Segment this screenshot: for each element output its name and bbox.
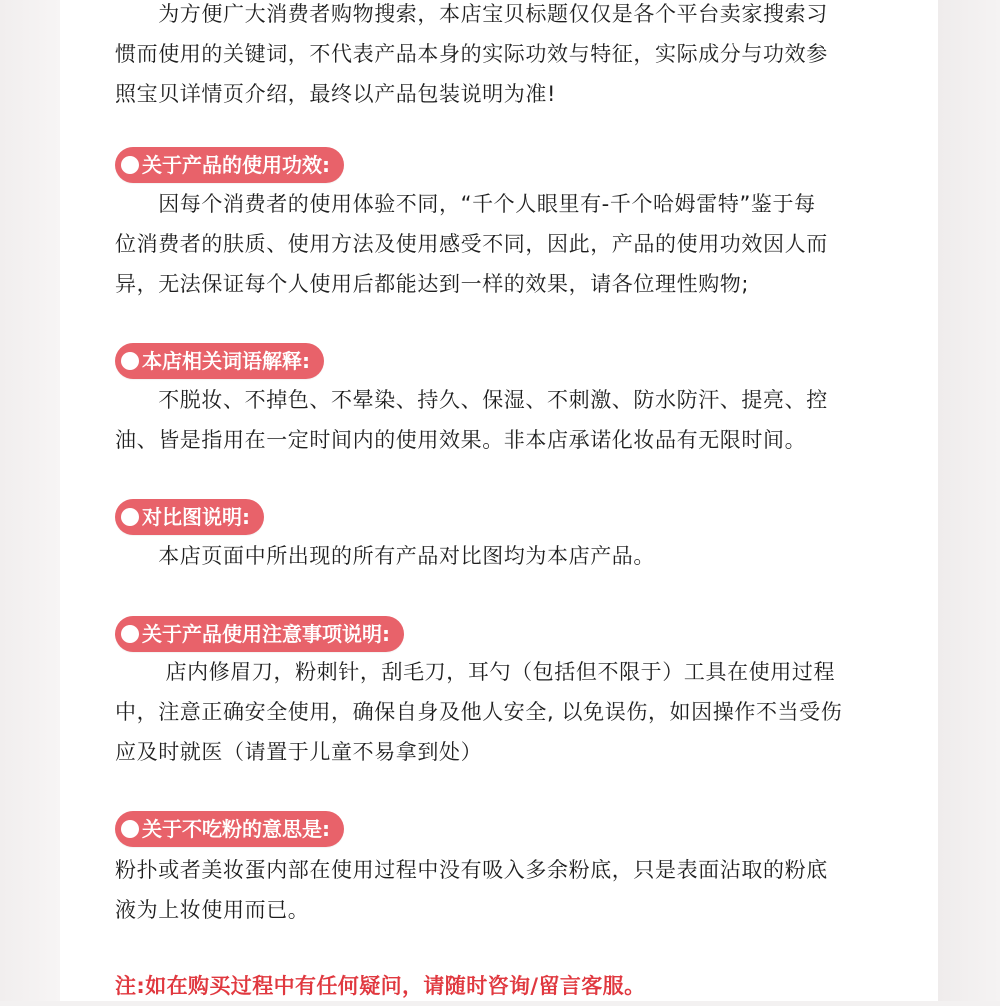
section-heading-usage-effect [115,147,344,183]
section-heading-terms [115,343,324,379]
bullet-dot-icon [121,625,139,643]
intro-line: 照宝贝详情页介绍，最终以产品包装说明为准! [115,82,557,106]
left-margin-background [0,0,60,1001]
section-body-comparison [115,536,895,576]
body-line: 店内修眉刀，粉刺针，刮毛刀，耳勺（包括但不限于）工具在使用过程 [115,660,836,684]
bullet-dot-icon [121,820,139,838]
section-heading-no-absorb [115,811,344,847]
section-heading-label: 关于产品使用注意事项说明: [142,622,390,646]
intro-line: 为方便广大消费者购物搜索，本店宝贝标题仅仅是各个平台卖家搜索习 [115,2,828,26]
section-heading-label: 对比图说明: [142,505,250,529]
body-line: 本店页面中所出现的所有产品对比图均为本店产品。 [115,544,655,568]
body-line: 因每个消费者的使用体验不同，“千个人眼里有-千个哈姆雷特”鉴于每 [115,192,816,216]
body-line: 异，无法保证每个人使用后都能达到一样的效果，请各位理性购物; [115,272,750,296]
section-heading-safety-notes [115,616,404,652]
body-line: 液为上妆使用而已。 [115,898,310,922]
body-line: 位消费者的肤质、使用方法及使用感受不同，因此，产品的使用功效因人而 [115,232,828,256]
customer-service-note: 注:如在购买过程中有任何疑问，请随时咨询/留言客服。 [115,974,646,998]
section-body-safety-notes [115,652,895,772]
intro-line: 惯而使用的关键词，不代表产品本身的实际功效与特征，实际成分与功效参 [115,42,828,66]
bullet-dot-icon [121,352,139,370]
body-line: 粉扑或者美妆蛋内部在使用过程中没有吸入多余粉底，只是表面沾取的粉底 [115,858,828,882]
section-heading-label: 关于产品的使用功效: [142,153,330,177]
right-margin-background [938,0,1000,1001]
section-body-terms [115,380,895,460]
bullet-dot-icon [121,508,139,526]
intro-paragraph [115,0,895,114]
section-heading-comparison [115,499,264,535]
section-body-usage-effect [115,184,895,304]
body-line: 中，注意正确安全使用，确保自身及他人安全, 以免误伤，如因操作不当受伤 [115,700,843,724]
section-heading-label: 关于不吃粉的意思是: [142,817,330,841]
body-line: 应及时就医（请置于儿童不易拿到处） [115,740,483,764]
section-heading-label: 本店相关词语解释: [142,349,310,373]
bullet-dot-icon [121,156,139,174]
body-line: 油、皆是指用在一定时间内的使用效果。非本店承诺化妆品有无限时间。 [115,428,807,452]
body-line: 不脱妆、不掉色、不晕染、持久、保湿、不刺激、防水防汗、提亮、控 [115,388,828,412]
section-body-no-absorb [115,850,895,930]
